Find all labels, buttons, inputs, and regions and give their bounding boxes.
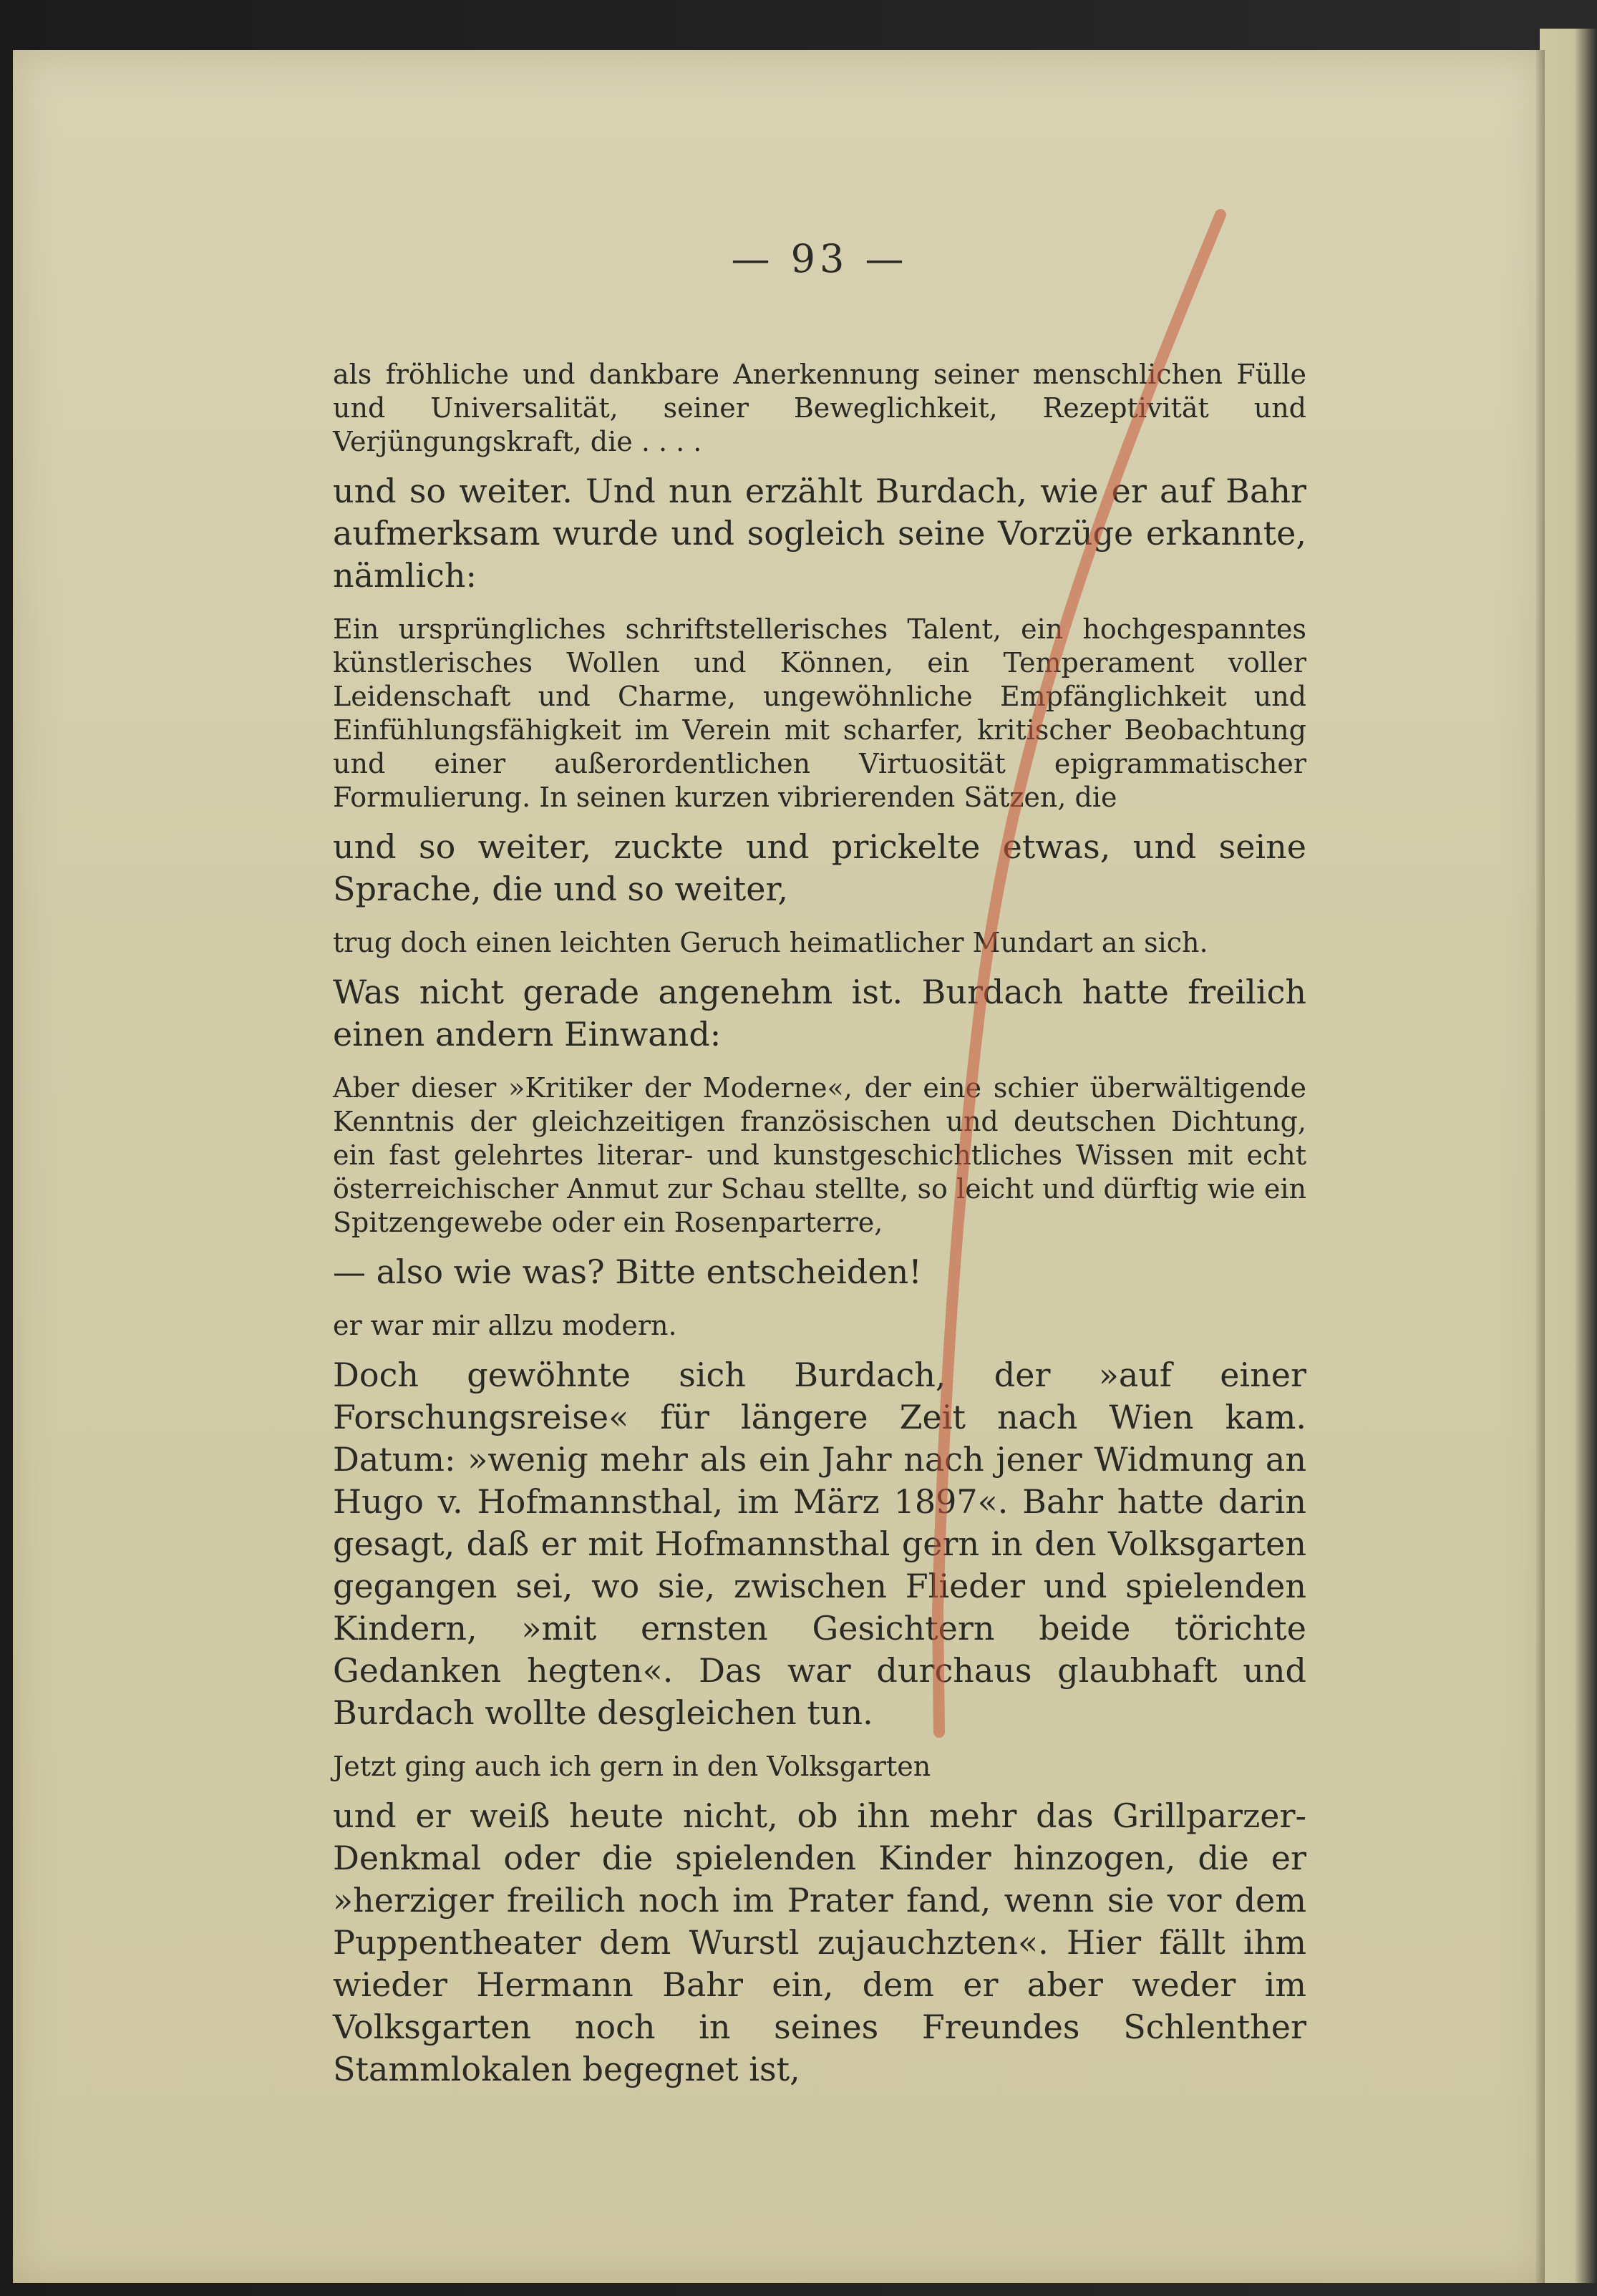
quote-paragraph: er war mir allzu modern. [333,1310,677,1341]
body-paragraph: Doch gewöhnte sich Burdach, der »auf einer Forschungsreise« für längere Zeit nach Wien kam. Datum: »wenig mehr als ein Jahr nach jener Widmung an Hugo v. Hofmannsthal, im März 1897«. Bahr hatte darin gesagt, daß er mit Hofmannsthal gern in den Volksgarten gegangen sei, wo sie, zwischen Flieder und spielenden Kindern, »mit ernsten Gesichtern beide törichte Gedanken hegten«. Das war durchaus glaubhaft und Burdach wollte desgleichen tun. [333,1356,1306,1732]
quote-paragraph: Jetzt ging auch ich gern in den Volksgarten [333,1751,931,1782]
page-number: — 93 — [731,236,908,281]
body-paragraph: und so weiter. Und nun erzählt Burdach, wie er auf Bahr aufmerksam wurde und sogleich seine Vorzüge erkannte, nämlich: [333,472,1306,595]
body-paragraph: Was nicht gerade angenehm ist. Burdach hatte freilich einen andern Einwand: [333,973,1306,1054]
body-paragraph: — also wie was? Bitte entscheiden! [333,1252,922,1291]
quote-paragraph: trug doch einen leichten Geruch heimatlicher Mundart an sich. [333,927,1208,958]
body-paragraph: und so weiter, zuckte und prickelte etwas, und seine Sprache, die und so weiter, [333,827,1306,908]
quote-paragraph: Ein ursprüngliches schriftstellerisches Talent, ein hochgespanntes künstlerisches Wollen und Können, ein Temperament voller Leidenschaft und Charme, ungewöhnliche Empfänglichkeit und Einfühlungsfähigkeit im Verein mit scharfer, kritischer Beobachtung und einer außerordentlichen Virtuosität epigrammatischer Formulierung. In seinen kurzen vibrierenden Sätzen, die [333,613,1306,813]
quote-paragraph: Aber dieser »Kritiker der Moderne«, der eine schier überwältigende Kenntnis der gleichzeitigen französischen und deutschen Dichtung, ein fast gelehrtes literar- und kunstgeschichtliches Wissen mit echt österreichischer Anmut zur Schau stellte, so leicht und dürftig wie ein Spitzengewebe oder ein Rosenparterre, [333,1072,1306,1238]
next-page-edge [1540,29,1597,2283]
quote-paragraph: als fröhliche und dankbare Anerkennung seiner menschlichen Fülle und Universalität, seiner Beweglichkeit, Rezeptivität und Verjüngungskraft, die . . . . [333,359,1306,457]
page-body [333,358,1306,2106]
page-fold [1536,50,1545,2283]
body-paragraph: und er weiß heute nicht, ob ihn mehr das Grillparzer-Denkmal oder die spielenden Kinder hinzogen, die er »herziger freilich noch im Prater fand, wenn sie vor dem Puppentheater dem Wurstl zujauchzten«. Hier fällt ihm wieder Hermann Bahr ein, dem er aber weder im Volksgarten noch in seines Freundes Schlenther Stammlokalen begegnet ist, [333,1796,1306,2088]
